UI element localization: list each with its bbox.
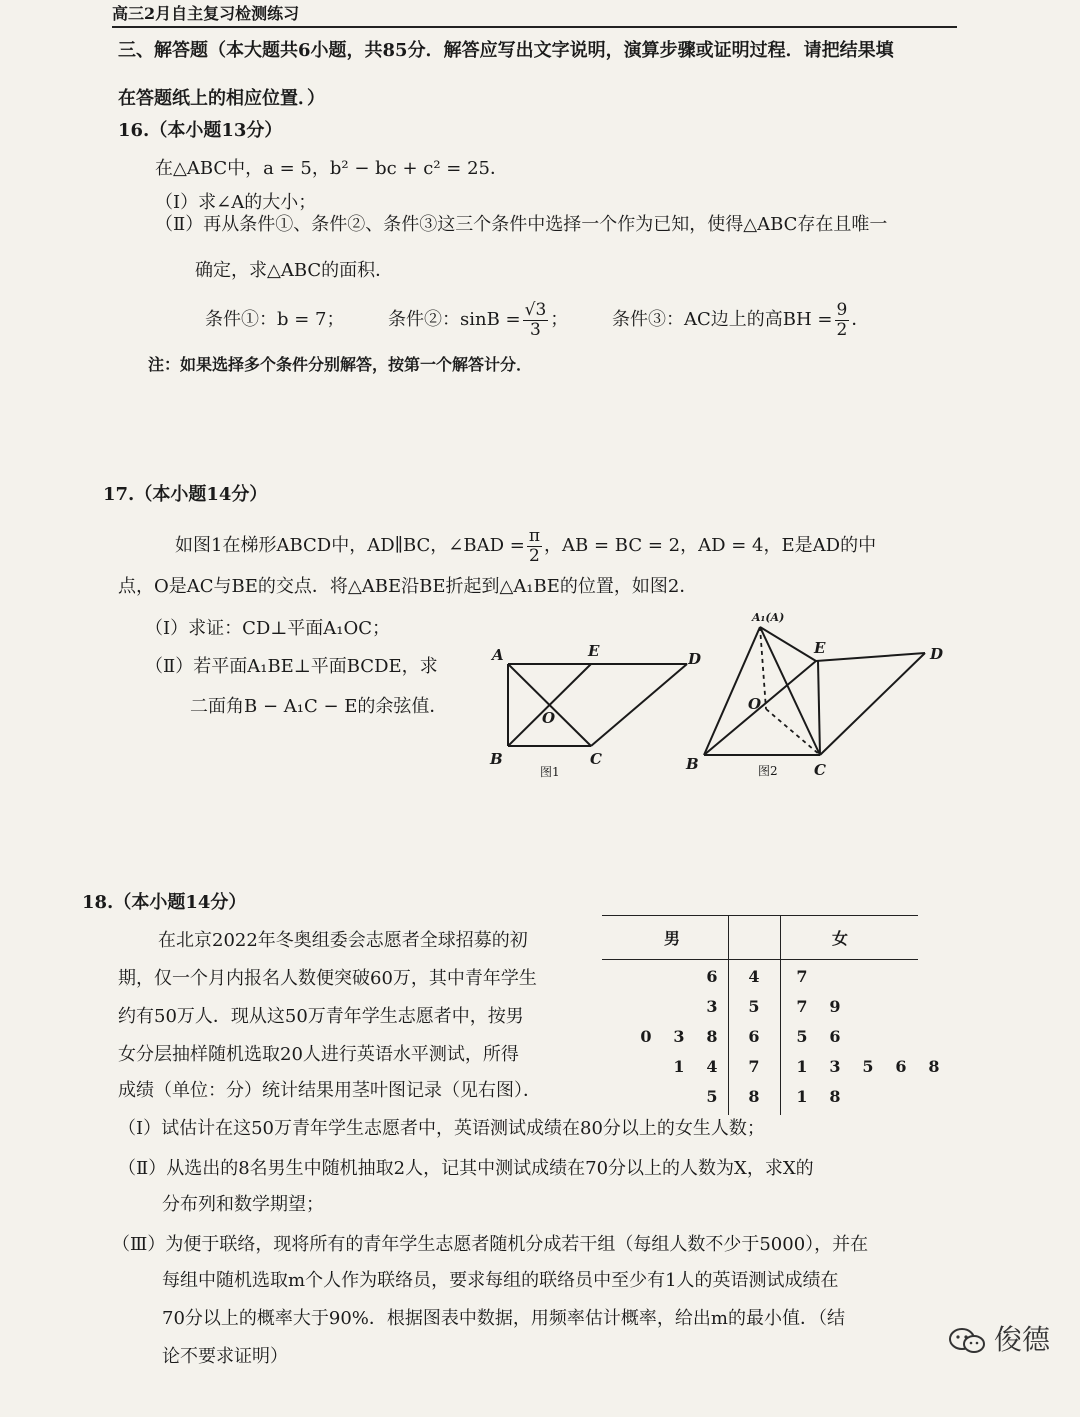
- q16-condition3-fraction: [835, 301, 850, 340]
- q17-line2: 点，O是AC与BE的交点．将△ABE沿BE折起到△A₁BE的位置，如图2．: [118, 576, 698, 597]
- fraction-numerator: √3: [524, 299, 547, 320]
- q18-paragraph-line3: 约有50万人．现从这50万青年学生志愿者中，按男: [118, 1006, 524, 1027]
- q16-condition2: [388, 298, 568, 342]
- female-leaf: 7: [796, 997, 808, 1016]
- q17-part1: （Ⅰ）求证：CD⊥平面A₁OC；: [145, 618, 390, 639]
- male-leaf: 0: [640, 1027, 652, 1046]
- label-O: O: [542, 709, 556, 727]
- label-D: D: [930, 645, 944, 663]
- fraction-denominator: 2: [836, 319, 848, 340]
- male-leaf: 8: [706, 1027, 718, 1046]
- label-E: E: [588, 642, 600, 660]
- watermark-text: 俊德: [994, 1323, 1051, 1356]
- male-leaf: 5: [706, 1087, 718, 1106]
- label-B: B: [686, 755, 699, 773]
- q18-paragraph-line1: 在北京2022年冬奥组委会志愿者全球招募的初: [158, 930, 528, 951]
- segment-CD: [820, 653, 925, 755]
- q18-paragraph-line5: 成绩（单位：分）统计结果用茎叶图记录（见右图）．: [118, 1080, 541, 1101]
- q16-note: 注：如果选择多个条件分别解答，按第一个解答计分．: [148, 355, 533, 374]
- q17-line1-start: 如图1在梯形ABCD中，AD∥BC，∠BAD =: [175, 535, 525, 556]
- male-leaf: 4: [706, 1057, 718, 1076]
- segment-CD: [591, 664, 687, 746]
- stem-value: 8: [748, 1087, 760, 1106]
- q18-part3-line2: 每组中随机选取m个人作为联络员，要求每组的联络员中至少有1人的英语测试成绩在: [162, 1270, 839, 1291]
- q18-paragraph-line4: 女分层抽样随机选取20人进行英语水平测试，所得: [118, 1044, 519, 1065]
- male-header: 男: [663, 929, 680, 948]
- q16-condition3-end: ．: [851, 309, 870, 330]
- q17-title: 17.（本小题14分）: [103, 484, 268, 505]
- watermark: [948, 1318, 1050, 1358]
- female-header: 女: [831, 929, 848, 948]
- q16-condition3: [612, 298, 869, 342]
- q17-part2-line2: 二面角B − A₁C − E的余弦值．: [190, 696, 448, 717]
- q16-stem: 在△ABC中，a = 5，b² − bc + c² = 25．: [155, 158, 509, 179]
- male-leaf: 1: [673, 1057, 685, 1076]
- stem-value: 7: [748, 1057, 760, 1076]
- q16-condition1: 条件①：b = 7；: [205, 309, 345, 330]
- stem-and-leaf-plot: [602, 915, 940, 1115]
- fraction-denominator: 3: [530, 319, 541, 340]
- male-leaf: 3: [706, 997, 718, 1016]
- q18-part2-line2: 分布列和数学期望；: [162, 1194, 324, 1215]
- segment-CE: [818, 661, 820, 755]
- female-leaf: 6: [829, 1027, 841, 1046]
- label-E: E: [814, 639, 826, 657]
- q18-title: 18.（本小题14分）: [82, 892, 247, 913]
- female-leaf: 5: [796, 1027, 808, 1046]
- label-C: C: [814, 761, 826, 779]
- label-O: O: [748, 695, 762, 713]
- q18-part3-line4: 论不要求证明）: [162, 1346, 288, 1367]
- q17-line1-end: ，AB = BC = 2，AD = 4，E是AD的中: [544, 535, 877, 556]
- female-leaf: 7: [796, 967, 808, 986]
- q16-title: 16.（本小题13分）: [118, 120, 283, 141]
- q16-condition2-fraction: [523, 301, 549, 340]
- figure1-caption: 图1: [540, 765, 560, 779]
- q18-part2-line1: （Ⅱ）从选出的8名男生中随机抽取2人，记其中测试成绩在70分以上的人数为X，求X的: [118, 1158, 814, 1179]
- q17-angle-fraction: [527, 527, 542, 566]
- female-leaf: 5: [862, 1057, 874, 1076]
- label-C: C: [590, 750, 602, 768]
- stem-value: 6: [748, 1027, 760, 1046]
- table-top-rule: [602, 915, 918, 916]
- section-instruction-line1: 三、解答题（本大题共6小题，共85分．解答应写出文字说明，演算步骤或证明过程．请把结果填: [118, 40, 894, 61]
- fraction-numerator: π: [528, 525, 541, 546]
- q17-figure2-folded: [680, 605, 950, 785]
- wechat-icon: [948, 1327, 986, 1355]
- table-header-rule: [602, 959, 918, 960]
- stem-value: 4: [748, 967, 760, 986]
- segment-ED: [816, 653, 925, 661]
- q18-part3-line3: 70分以上的概率大于90%．根据图表中数据，用频率估计概率，给出m的最小值．（结: [162, 1308, 845, 1329]
- female-leaf: 1: [796, 1057, 808, 1076]
- label-A: A: [492, 646, 504, 664]
- q16-condition3-label: 条件③：AC边上的高BH =: [612, 309, 833, 330]
- q16-part1: （Ⅰ）求∠A的大小；: [155, 192, 317, 213]
- male-leaf: 6: [706, 967, 718, 986]
- q16-part2-line2: 确定，求△ABC的面积．: [195, 260, 394, 281]
- female-leaf: 9: [829, 997, 841, 1016]
- q16-part2-line1: （Ⅱ）再从条件①、条件②、条件③这三个条件中选择一个作为已知，使得△ABC存在且唯一: [155, 214, 888, 235]
- segment-OC: [766, 709, 820, 755]
- q18-part1: （Ⅰ）试估计在这50万青年学生志愿者中，英语测试成绩在80分以上的女生人数；: [118, 1118, 765, 1139]
- q16-condition2-end: ；: [550, 309, 569, 330]
- stem-value: 5: [748, 997, 760, 1016]
- figure2-caption: 图2: [758, 764, 778, 778]
- female-leaf: 1: [796, 1087, 808, 1106]
- q18-part3-line1: （Ⅲ）为便于联络，现将所有的青年学生志愿者随机分成若干组（每组人数不少于5000），并在: [112, 1234, 869, 1255]
- table-divider-right: [780, 915, 781, 1115]
- female-leaf: 3: [829, 1057, 841, 1076]
- male-leaf: 3: [673, 1027, 685, 1046]
- female-leaf: 6: [895, 1057, 907, 1076]
- female-leaf: 8: [928, 1057, 940, 1076]
- table-divider-left: [728, 915, 729, 1115]
- fraction-numerator: 9: [836, 299, 848, 320]
- female-leaf: 8: [829, 1087, 841, 1106]
- fraction-denominator: 2: [529, 545, 540, 566]
- label-B: B: [490, 750, 503, 768]
- q16-condition2-label: 条件②：sinB =: [388, 309, 521, 330]
- q17-part2-line1: （Ⅱ）若平面A₁BE⊥平面BCDE，求: [145, 656, 438, 677]
- q17-line1: [175, 524, 876, 568]
- q18-paragraph-line2: 期，仅一个月内报名人数便突破60万，其中青年学生: [118, 968, 537, 989]
- page-header: 高三2月自主复习检测练习: [112, 2, 957, 28]
- segment-A1B: [704, 627, 760, 755]
- section-instruction-line2: 在答题纸上的相应位置．）: [118, 88, 325, 109]
- label-D: D: [688, 650, 702, 668]
- label-A1: A₁(A): [752, 611, 785, 624]
